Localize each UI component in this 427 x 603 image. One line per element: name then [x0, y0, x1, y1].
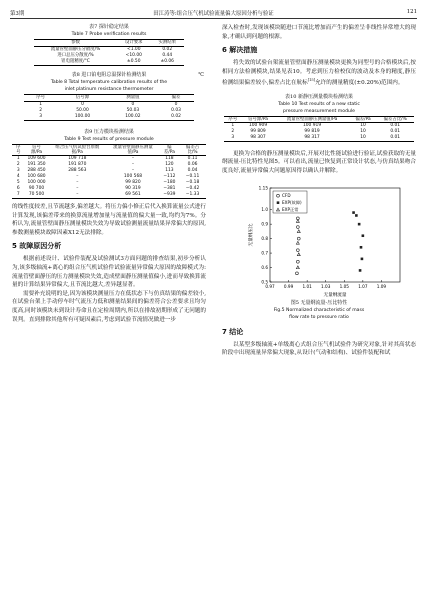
table10-cell: 0.01: [390, 128, 401, 134]
table8-cell: 1: [39, 102, 43, 107]
table10: [224, 116, 414, 142]
left-paragraph-3: 需要补充说明的是,因为该模块测量压力在低状态下与仿真结果的偏差较小,在试验台架上手动停车时气流压力低和测量结果间的偏差符合公差要求且均匀度高,同时该模块未到设计寿命且在定检周期内,所以在排故初期形成了无问题的误判。直到排除其他所有可疑因素后,考虑到试验节流情况做进一步: [12, 290, 206, 323]
table9-cell: 288 450: [27, 168, 46, 173]
table7-cell: 流量管壁面静压分散度/%: [50, 47, 101, 52]
table9-cell: 109 600: [27, 156, 46, 161]
data-point-2: [297, 253, 300, 256]
data-point-2: [296, 219, 299, 222]
table9-cell: 100 000: [27, 180, 46, 185]
table9-cell: –: [131, 168, 135, 173]
table7-cell: <10.00: [125, 53, 142, 58]
table9-header-cell: 序号: [12, 145, 25, 156]
y-tick-label: 0.9: [261, 221, 268, 227]
table7-cell: ±0.06: [151, 59, 184, 66]
table7-header-cell: 设计要求: [117, 40, 150, 47]
table10-cell: 10: [360, 122, 366, 128]
table10-header-cell: 流量管壁面静压测量值/Pa: [274, 116, 349, 122]
table10-caption-cn: 表10 新静压测量模块检测结果: [285, 93, 353, 100]
right-paragraph-2: [222, 59, 416, 88]
section5-heading: 5 故障原因分析: [12, 242, 62, 251]
y-tick-label: 0.7: [261, 250, 268, 256]
table8-cell: 0.02: [158, 114, 194, 121]
table9-cell: 109 718: [68, 156, 87, 161]
table8-header-cell: 测量值: [108, 95, 158, 102]
table8: [24, 94, 194, 121]
table9-cell: −1.33: [179, 192, 206, 199]
table7-caption-cn: 表7 探针稳定结果: [89, 24, 129, 30]
x-tick-label: 1.01: [302, 283, 312, 289]
table9-cell: 70 500: [25, 192, 49, 199]
table9-cell: 100 568: [123, 174, 143, 179]
table9-cell: 7: [12, 192, 25, 199]
table8-unit: ℃: [198, 72, 204, 78]
data-point-1: [358, 222, 361, 225]
table9-cell: 99 820: [125, 180, 141, 185]
section6-heading: 6 解决措施: [222, 46, 258, 55]
table10-caption-en-2: pressure measurement module: [282, 108, 356, 114]
issue-number: 第3期: [10, 11, 25, 17]
table10-cell: 10: [360, 128, 366, 134]
table10-cell: 100 919: [302, 122, 322, 128]
table10-cell: 98 317: [274, 135, 349, 142]
figure5-caption-en-1: Fig.5 Normalized characteristic of mass: [273, 307, 365, 313]
table8-header-cell: 偏差: [158, 95, 194, 102]
table9-header-cell: 偏差/Pa: [160, 145, 179, 156]
x-tick-label: 0.97: [265, 283, 275, 289]
table8-cell: 0.03: [171, 108, 181, 113]
table9-cell: 3: [16, 168, 20, 173]
table9-cell: −0.42: [185, 186, 200, 191]
table-row: [34, 59, 184, 66]
figure5-caption-cn: 图5 无量纲流量-压比特性: [290, 299, 348, 306]
section7-heading: 7 结论: [222, 327, 244, 336]
table7-cell: ±0.50: [117, 59, 150, 66]
y-tick-label: 1.0: [261, 206, 268, 212]
table10-cell: 10: [350, 135, 377, 142]
legend-label: EXP正常: [282, 206, 299, 212]
table7: [34, 39, 184, 66]
right-paragraph-2a: 将失效的试验台架流量管壁面静压测量模块更换为同型号的合格模块后,按相同方法检测模块,结果见表10。考虑到压力检校仪的波动及本身的精度,静压检测结果偏差较小,偏差占比在航标: [222, 60, 416, 87]
data-point-2: [296, 266, 299, 269]
table8-caption-cn-text: 表8 进口铂电阻总温探针检测结果: [71, 72, 147, 78]
legend-marker: [277, 201, 280, 204]
table-row: [24, 114, 194, 121]
table9-cell: 0.04: [187, 168, 198, 173]
table9-cell: 1: [16, 156, 20, 161]
figure5-chart: [222, 182, 416, 300]
data-point-1: [360, 246, 363, 249]
conclusion-paragraph: 以某型多级轴流+单级离心式组合压气机试验件为研究对象,针对其高状态阶段中出现流量异常偏大现象,从设计(气动和结构)、试验件装配和试: [222, 341, 416, 357]
table9-cell: −112: [163, 174, 176, 179]
table9-cell: 0.06: [187, 162, 198, 167]
table9-cell: −180: [163, 180, 176, 185]
data-point-1: [355, 214, 358, 217]
table9-cell: 288 563: [68, 168, 87, 173]
table9-header-cell: 偏差占比/%: [179, 145, 206, 156]
right-paragraph-3: 更换为合格的静压测量模块后,开展对比性能试验进行验证,试验获取的无量纲流量-压比特性见图5。可以看出,流量已恢复到正常设计状态,与仿真结果吻合度良好,流量异常偏大问题原因得以确认并解除。: [222, 150, 416, 175]
left-paragraph-2: 根据前述设计、试验件装配及试验测试3方面问题的排查结果,初步分析认为,该多级轴流+离心的组合压气机试验件试验流量异常偏大原因的故障模式为:流量管壁面静压的压力测量模块失效,造成壁面静压测量值偏小,进而导致换算流量的计算结果异常偏大,且节流比越大,差异越显著。: [12, 256, 206, 289]
table8-cell: 0: [174, 102, 178, 107]
table10-header-cell: 偏差占比/%: [376, 116, 414, 122]
table8-header-cell: 信号源: [57, 95, 107, 102]
table9-cell: −0.18: [185, 180, 200, 185]
table9-cell: 6: [16, 186, 20, 191]
table9-cell: 0.11: [187, 156, 198, 161]
right-paragraph-2b: 允许的测量精度(±0.20%)范围内。: [315, 80, 404, 87]
left-column: [12, 24, 206, 324]
data-point-0: [296, 260, 299, 263]
data-point-1: [352, 211, 355, 214]
table9-cell: 90 319: [125, 186, 141, 191]
table7-cell: 0.02: [162, 47, 173, 52]
table9-cell: –: [48, 192, 106, 199]
table8-cell: 0: [131, 102, 135, 107]
table10-caption-en-1: Table 10 Test results of a new static: [278, 101, 360, 107]
table10-cell: 1: [231, 122, 235, 128]
left-paragraph-1: 的线性度较差,且节流越多,偏差越大。将压力偏小修正后代入换算流量公式进行计算发现,该偏差带来的换算流量增加量与流量值的偏大量一致,均约为7%。分析认为,流量管壁面静压测量模块失效为导致试验测量流量结果异常偏大的原因,参数测量模块故障因素X12无法排除。: [12, 204, 206, 236]
table9-cell: 4: [16, 174, 20, 179]
y-tick-label: 0.8: [261, 235, 268, 241]
citation-15: [15]: [307, 78, 316, 83]
data-point-0: [296, 272, 299, 275]
data-point-2: [297, 229, 300, 232]
table9-cell: 90 700: [28, 186, 45, 191]
table10-header-cell: 偏差/Pa: [350, 116, 377, 122]
table8-cell: 2: [39, 108, 43, 113]
table9-cell: 113: [165, 168, 174, 173]
table7-cell: 进口总压分散度/%: [57, 53, 94, 58]
table9-header-cell: 信号源/Pa: [25, 145, 49, 156]
table9-cell: 100 680: [27, 174, 46, 179]
table8-cell: 3: [24, 114, 57, 121]
table10-cell: 2: [231, 128, 235, 134]
table10-header-cell: 序号: [224, 116, 242, 122]
table7-header-cell: 实测结果: [151, 40, 184, 47]
table9-cell: –: [76, 174, 79, 179]
table8-cell: 50.03: [126, 108, 140, 113]
table-row: [12, 192, 206, 199]
table9-cell: 5: [16, 180, 20, 185]
table9-header-cell: 流量管壁面静压测量值/Pa: [106, 145, 160, 156]
table8-header-cell: 序号: [24, 95, 57, 102]
table10-cell: 0.01: [376, 135, 414, 142]
y-tick-label: 0.6: [261, 264, 268, 270]
table10-cell: 3: [224, 135, 242, 142]
table9-cell: 191 350: [27, 162, 46, 167]
table9-cell: –: [131, 162, 135, 167]
table10-header-cell: 信号源/Pa: [242, 116, 275, 122]
data-point-1: [362, 234, 365, 237]
table9-cell: 191 870: [68, 162, 87, 167]
table9-cell: –: [76, 180, 79, 185]
y-tick-label: 0.5: [261, 279, 268, 285]
table9-caption-cn: 表9 压力模块检测结果: [84, 129, 134, 135]
table10-cell: 98 307: [242, 135, 275, 142]
table9-cell: 69 561: [106, 192, 160, 199]
data-point-1: [359, 269, 362, 272]
table9-cell: −939: [160, 192, 179, 199]
table10-cell: 0.01: [390, 122, 401, 128]
right-paragraph-1: 深入检查时,发现该模块随进口节流比增加而产生的偏差呈非线性异常增大的现象,才确认到问题的根源。: [222, 25, 416, 40]
table9-cell: −0.11: [185, 174, 200, 179]
x-tick-label: 1.09: [376, 283, 387, 289]
table9: [12, 144, 206, 199]
legend-label: CFD: [282, 192, 291, 198]
table7-caption-en: Table 7 Probe verification results: [71, 32, 147, 37]
y-axis-label: 无量纲压比: [249, 223, 254, 247]
table9-cell: 118: [165, 156, 174, 161]
table9-cell: 120: [165, 162, 174, 167]
table8-caption-cn: [12, 72, 206, 79]
data-point-2: [296, 241, 299, 244]
table10-cell: 99 809: [250, 128, 266, 134]
table7-cell: 钽电阻精度/°C: [34, 59, 117, 66]
table-row: [224, 135, 414, 142]
data-point-1: [361, 257, 364, 260]
y-tick-label: 1.15: [258, 185, 268, 191]
table10-cell: 99 819: [304, 128, 320, 134]
table9-cell: −381: [163, 186, 176, 191]
table9-cell: –: [76, 186, 79, 191]
page-number: 121: [406, 9, 417, 15]
table8-cell: 100.02: [108, 114, 158, 121]
table8-cell: 0: [81, 102, 84, 107]
table9-cell: 2: [16, 162, 20, 167]
table9-cell: –: [131, 156, 135, 161]
data-point-0: [296, 225, 299, 228]
running-title: 田江涛等:组合压气机试验流量偏大原因分析与验证: [153, 11, 274, 17]
table10-cell: 100 909: [248, 122, 268, 128]
x-tick-label: 1.07: [358, 283, 368, 289]
legend-label: EXP(故障): [282, 199, 302, 205]
figure5-caption-en-2: flow rate to pressure ratio: [289, 314, 349, 320]
x-tick-label: 0.99: [283, 283, 294, 289]
x-tick-label: 1.05: [339, 283, 349, 289]
x-axis-label: 无量纲流量: [323, 292, 347, 298]
table8-caption-en-2: inlet platinum resistance thermometer: [64, 87, 154, 92]
table7-header-cell: 参数: [34, 40, 117, 47]
table7-cell: 0.44: [162, 53, 173, 58]
right-column: [222, 24, 416, 358]
table9-header-cell: 组合压气机试验台原数据/Pa: [48, 145, 106, 156]
data-point-0: [296, 248, 299, 251]
running-header: [10, 8, 417, 19]
x-tick-label: 1.03: [321, 283, 331, 289]
data-point-0: [297, 237, 300, 240]
table9-caption-en: Table 9 Test results of pressure module: [64, 137, 154, 142]
table8-cell: 100.00: [57, 114, 107, 121]
table7-cell: <1.00: [127, 47, 141, 52]
table8-caption-en-1: Table 8 Total temperature calibration results of the: [50, 80, 168, 85]
table8-cell: 50.00: [76, 108, 89, 113]
